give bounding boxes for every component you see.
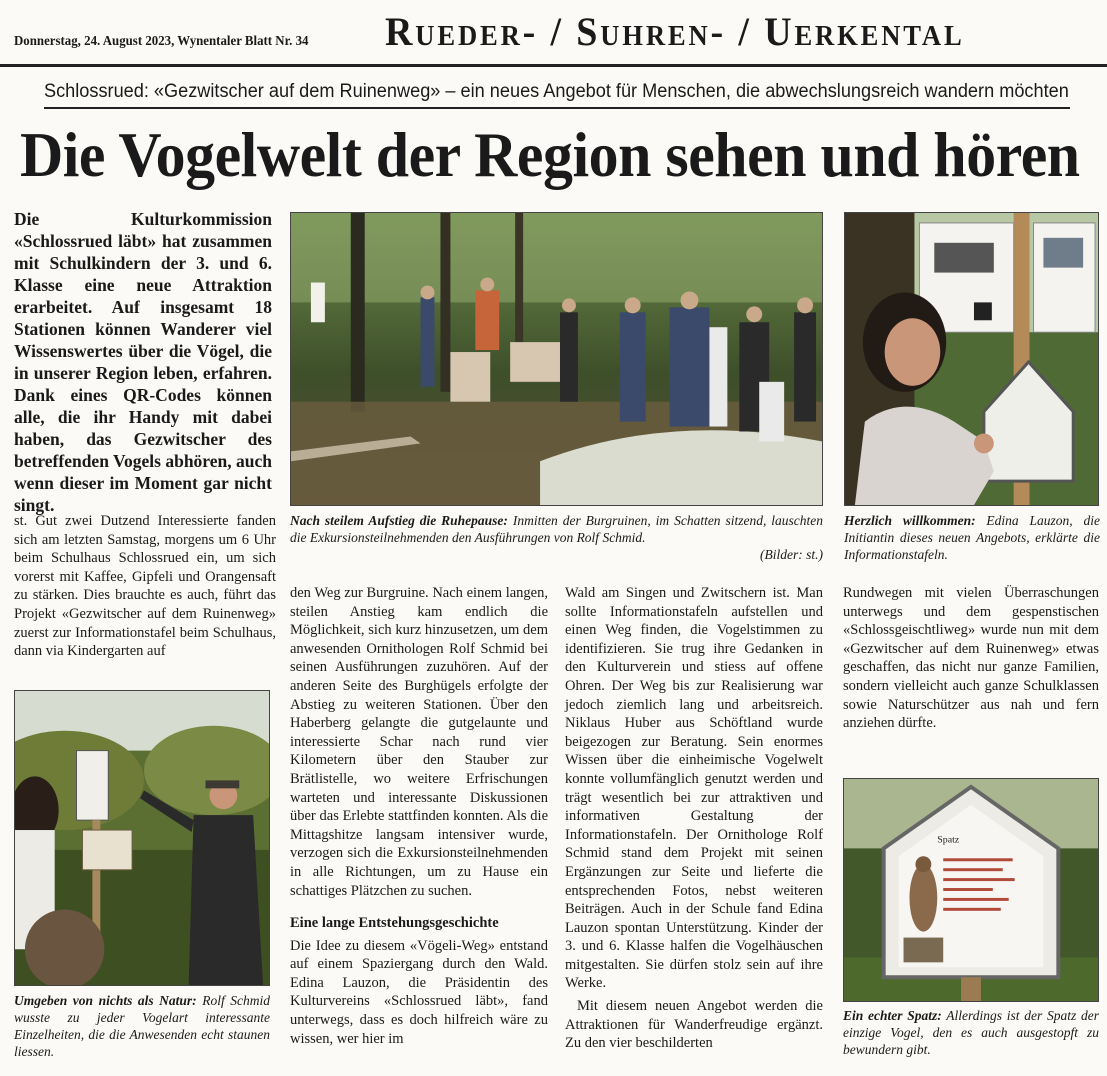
caption-bottom-text: Allerdings ist der Spatz der einzige Vogel, den es auch ausgestopft zu bewundern gibt. (843, 1008, 1099, 1057)
article-lead: Die Kulturkommission «Schlossrued läbt» hat zusammen mit Schulkindern der 3. und 6. Klasse eine neue Attraktion erarbeitet. Auf insgesamt 18 Stationen können Wanderer viel Wissenswertes über die Vögel, die in unserer Region leben, erfahren. Dank eines QR-Codes können alle, die ihr Handy mit dabei haben, das Gezwitscher des betreffenden Vogels abhören, auch wenn dieser im Moment gar nicht singt. (14, 209, 272, 515)
photo-group-rest (290, 212, 823, 506)
dateline: Donnerstag, 24. August 2023, Wynentaler Blatt Nr. 34 (14, 34, 309, 49)
body-paragraph: Die Idee zu diesem «Vögeli-Weg» entstand auf einem Spaziergang durch den Wald. Edina Lauzon, die Präsidentin des Kulturvereins «Schlossrued läbt», fand unterwegs, dass es doch hilfreich wäre zu wissen, wer hier im (290, 937, 548, 1047)
body-paragraph: st. Gut zwei Dutzend Interessierte fanden sich am letzten Samstag, morgens um 6 Uhr beim Schulhaus Schlossrued ein, um sich vorerst mit Kaffee, Gipfeli und Orangensaft zu stärken. Dies brauchte es auch, führt das Projekt «Gezwitscher auf dem Ruinenweg» zuerst zur Informationstafel beim Schulhaus, dann via Kindergarten auf (14, 513, 276, 660)
photo-credit: (Bilder: st.) (760, 547, 823, 562)
caption-left-lead: Umgeben von nichts als Natur: (14, 993, 197, 1008)
photo-initiator (844, 212, 1099, 506)
article-headline: Die Vogelwelt der Region sehen und hören (20, 119, 1080, 190)
body-paragraph: Mit diesem neuen Angebot werden die Attraktionen für Wanderfreudige ergänzt. Zu den vier beschilderten (565, 998, 823, 1052)
kicker-rule (44, 107, 1070, 109)
caption-right (844, 512, 1100, 563)
caption-bottom-right (843, 1007, 1099, 1058)
caption-left-text: Rolf Schmid wusste zu jeder Vogelart interessante Einzelheiten, die die Anwesenden echt staunen liessen. (14, 993, 270, 1059)
header-rule (0, 64, 1107, 67)
article-col4 (843, 584, 1099, 733)
caption-right-text: Edina Lauzon, die Initiantin dieses neuen Angebots, erklärte die Informationstafeln. (844, 513, 1100, 562)
sparrow-sign-title: Spatz (937, 834, 960, 846)
caption-bottom-lead: Ein echter Spatz: (843, 1008, 942, 1023)
sparrow-sign-image (844, 779, 1098, 1001)
body-paragraph: Wald am Singen und Zwitschern ist. Man sollte Informationstafeln aufstellen und einen Weg finden, die Vogelstimmen zu identifizieren. Sie trug ihre Gedanken in den Kulturverein und stiess auf offene Ohren. Der Weg bis zur Realisierung war jedoch ziemlich lang und arbeitsreich. Niklaus Huber aus Schöftland wurde beigezogen zur Beratung. Sein enormes Wissen über die einheimische Vogelwelt konnte vollumfänglich genutzt werden und trägt wesentlich bei zur attraktiven und informativen Gestaltung der Informationstafeln. Der Ornithologe Rolf Schmid stand dem Projekt mit seinen Ergänzungen zur Seite und lieferte die entsprechenden Fotos, nebst weiteren Beiträgen. Auch in der Schule fand Edina Lauzon spontan Unterstützung. Kinder der 3. und 6. Klasse halfen die Vogelhäuschen mitgestalten. Sie dürfen stolz sein auf ihre Werke. (565, 585, 823, 992)
body-paragraph: Rundwegen mit vielen Überraschungen unterwegs und dem gespenstischen «Schlossgeischtliweg» wurde nun mit dem «Gezwitscher auf dem Ruinenweg» etwas geschaffen, das nicht nur ganze Familien, sondern vielleicht auch ganze Schulklassen sowie Naturschützer aus nah und fern anziehen dürfte. (843, 585, 1099, 732)
article-col3 (565, 584, 823, 1053)
caption-main-text: Inmitten der Burgruinen, im Schatten sitzend, lauschten die Exkursionsteilnehmenden den Ausführungen von Rolf Schmid. (290, 513, 823, 545)
article-kicker: Schlossrued: «Gezwitscher auf dem Ruinenweg» – ein neues Angebot für Menschen, die abwechslungsreich wandern möchten (44, 81, 1069, 102)
caption-main-lead: Nach steilem Aufstieg die Ruhepause: (290, 513, 508, 528)
article-col1 (14, 512, 276, 661)
article-col2 (290, 584, 548, 1048)
woman-sign-image (845, 213, 1098, 505)
forest-group-image (291, 213, 822, 505)
photo-ornithologist (14, 690, 270, 986)
caption-left (14, 992, 270, 1060)
ornithologist-image (15, 691, 269, 985)
section-title: Rueder- / Suhren- / Uerkental (385, 9, 965, 54)
photo-sparrow (843, 778, 1099, 1002)
body-paragraph: den Weg zur Burgruine. Nach einem langen, steilen Anstieg kam endlich die Möglichkeit, sich kurz hinzusetzen, um dem anwesenden Ornithologen Rolf Schmid bei seinen Ausführungen zuzuhören. Auf der anderen Seite des Burghügels erfolgte der Abstieg zu weiteren Stationen. Über den Haberberg gelangte die gutgelaunte und interessierte Schar nach rund vier Kilometern über den Stauber zur Brätlistelle, wo weitere Erfrischungen warteten und interessante Diskussionen über das Erlebte stattfinden konnten. Als die Mittagshitze langsam intensiver wurde, verzogen sich die Exkursionsteilnehmenden in alle Richtungen, um zu Hause ein schattiges Plätzchen zu suchen. (290, 585, 548, 899)
caption-main (290, 512, 823, 563)
caption-right-lead: Herzlich willkommen: (844, 513, 976, 528)
subheading: Eine lange Entstehungsgeschichte (290, 915, 499, 932)
